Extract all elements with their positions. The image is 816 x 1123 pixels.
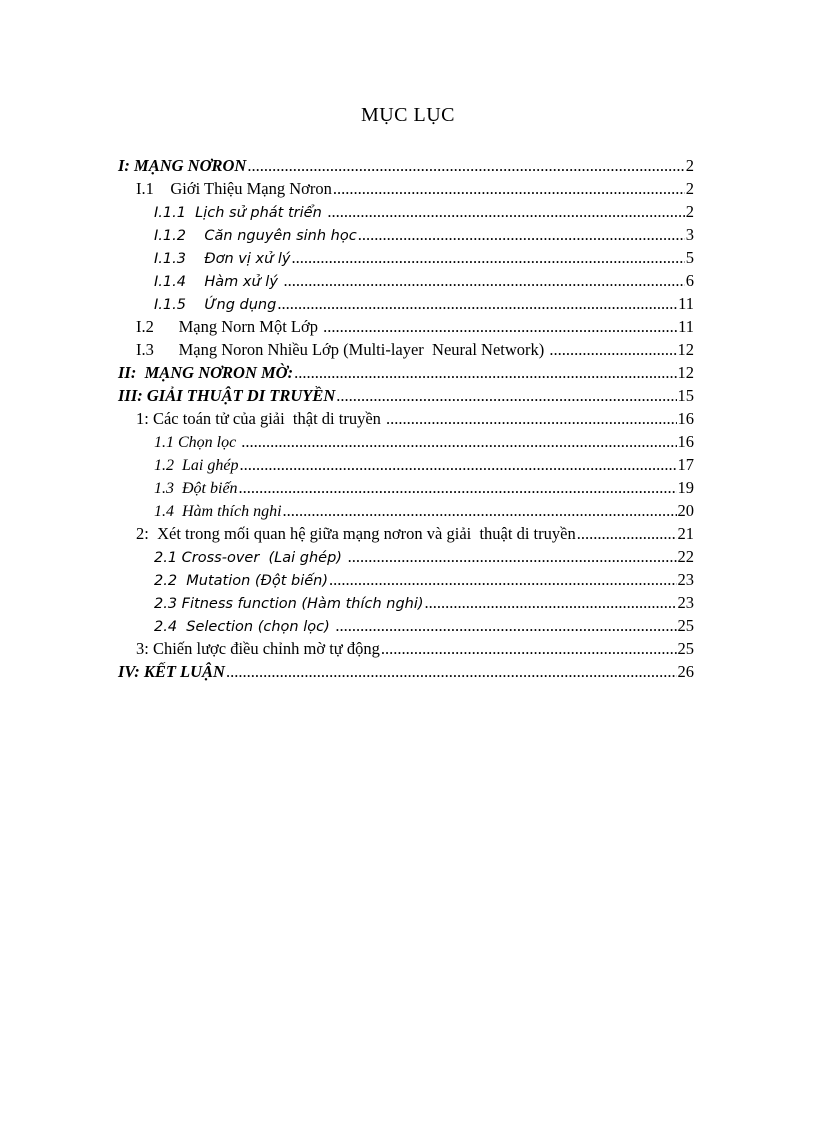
toc-entry-label: 1.4 Hàm thích nghi [154,503,282,520]
toc-entry-label: 1.3 Đột biến [154,480,238,497]
toc-entry-label: IV: KẾT LUẬN [118,662,225,681]
toc-entry-label: I.2 Mạng Norn Một Lớp [136,317,323,336]
toc-entry-page: 16 [677,432,694,451]
toc-entry-16[interactable] [118,499,694,522]
toc-entry-page: 15 [677,386,694,405]
toc-entry-1[interactable] [118,154,694,177]
toc-entry-label: III: GIẢI THUẬT DI TRUYỀN [118,386,336,405]
toc-entry-18[interactable] [118,545,694,568]
toc-entry-page: 5 [685,248,694,267]
dot-leader [226,660,677,683]
toc-entry-label: 2.3 Fitness function (Hàm thích nghi) [154,596,424,612]
dot-leader [348,545,677,568]
toc-entry-label: I.1.2 Căn nguyên sinh học [154,228,357,244]
toc-entry-21[interactable] [118,614,694,637]
toc-entry-label: 1: Các toán tử của giải thật di truyền [136,409,386,428]
toc-entry-17[interactable] [118,522,694,545]
toc-entry-page: 19 [677,478,694,497]
toc-entry-label: I.1.1 Lịch sử phát triển [154,205,327,221]
toc-entry-13[interactable] [118,430,694,453]
toc-entry-label: 2.1 Cross-over (Lai ghép) [154,550,347,566]
toc-entry-label: I.3 Mạng Noron Nhiều Lớp (Multi-layer Neural Network) [136,340,549,359]
toc-entry-page: 12 [677,340,694,359]
toc-entry-11[interactable] [118,384,694,407]
dot-leader [358,223,685,246]
dot-leader [577,522,677,545]
toc-entry-label: 1.1 Chọn lọc [154,434,241,451]
toc-entry-page: 22 [677,547,694,566]
toc-entry-23[interactable] [118,660,694,683]
dot-leader [336,384,676,407]
toc-entry-label: 2.2 Mutation (Đột biến) [154,573,328,589]
toc-entry-9[interactable] [118,338,694,361]
dot-leader [247,154,684,177]
dot-leader [335,614,676,637]
toc-entry-page: 2 [685,179,694,198]
toc-entry-22[interactable] [118,637,694,660]
toc-entry-page: 20 [677,501,694,520]
dot-leader [292,246,685,269]
page-title: MỤC LỤC [360,104,456,126]
toc-entry-label: I.1 Giới Thiệu Mạng Nơron [136,179,332,198]
dot-leader [239,453,676,476]
dot-leader [323,315,677,338]
toc-entry-page: 6 [685,271,694,290]
dot-leader [386,407,676,430]
toc-entry-page: 16 [677,409,694,428]
toc-entry-6[interactable] [118,269,694,292]
toc-entry-7[interactable] [118,292,694,315]
table-of-contents [118,154,694,683]
toc-entry-15[interactable] [118,476,694,499]
toc-entry-label: 2: Xét trong mối quan hệ giữa mạng nơron và giải thuật di truyền [136,524,576,543]
toc-entry-page: 21 [677,524,694,543]
toc-entry-page: 26 [677,662,694,681]
dot-leader [241,430,676,453]
toc-entry-5[interactable] [118,246,694,269]
toc-entry-4[interactable] [118,223,694,246]
dot-leader [549,338,676,361]
dot-leader [294,361,676,384]
toc-entry-page: 2 [685,202,694,221]
dot-leader [329,568,677,591]
dot-leader [381,637,677,660]
toc-entry-label: 3: Chiến lược điều chỉnh mờ tự động [136,639,380,658]
dot-leader [283,499,677,522]
toc-entry-2[interactable] [118,177,694,200]
toc-entry-page: 3 [685,225,694,244]
toc-entry-label: I.1.5 Ứng dụng [154,297,277,313]
toc-entry-19[interactable] [118,568,694,591]
dot-leader [239,476,677,499]
toc-entry-page: 25 [677,639,694,658]
dot-leader [327,200,684,223]
toc-entry-page: 23 [677,593,694,612]
toc-entry-label: I: MẠNG NƠRON [118,156,247,175]
dot-leader [277,292,677,315]
toc-entry-14[interactable] [118,453,694,476]
toc-entry-page: 11 [678,317,694,336]
dot-leader [333,177,685,200]
toc-entry-page: 11 [678,294,694,313]
toc-entry-12[interactable] [118,407,694,430]
toc-entry-label: II: MẠNG NƠRON MỜ: [118,363,294,382]
toc-entry-page: 2 [685,156,694,175]
toc-entry-label: I.1.4 Hàm xử lý [154,274,283,290]
dot-leader [284,269,685,292]
toc-entry-label: 2.4 Selection (chọn lọc) [154,619,335,635]
toc-entry-label: I.1.3 Đơn vị xử lý [154,251,291,267]
toc-entry-page: 23 [677,570,694,589]
toc-entry-3[interactable] [118,200,694,223]
toc-entry-page: 25 [677,616,694,635]
toc-entry-8[interactable] [118,315,694,338]
toc-entry-20[interactable] [118,591,694,614]
toc-entry-label: 1.2 Lai ghép [154,457,239,474]
toc-entry-10[interactable] [118,361,694,384]
dot-leader [425,591,677,614]
toc-entry-page: 12 [677,363,694,382]
toc-entry-page: 17 [677,455,694,474]
